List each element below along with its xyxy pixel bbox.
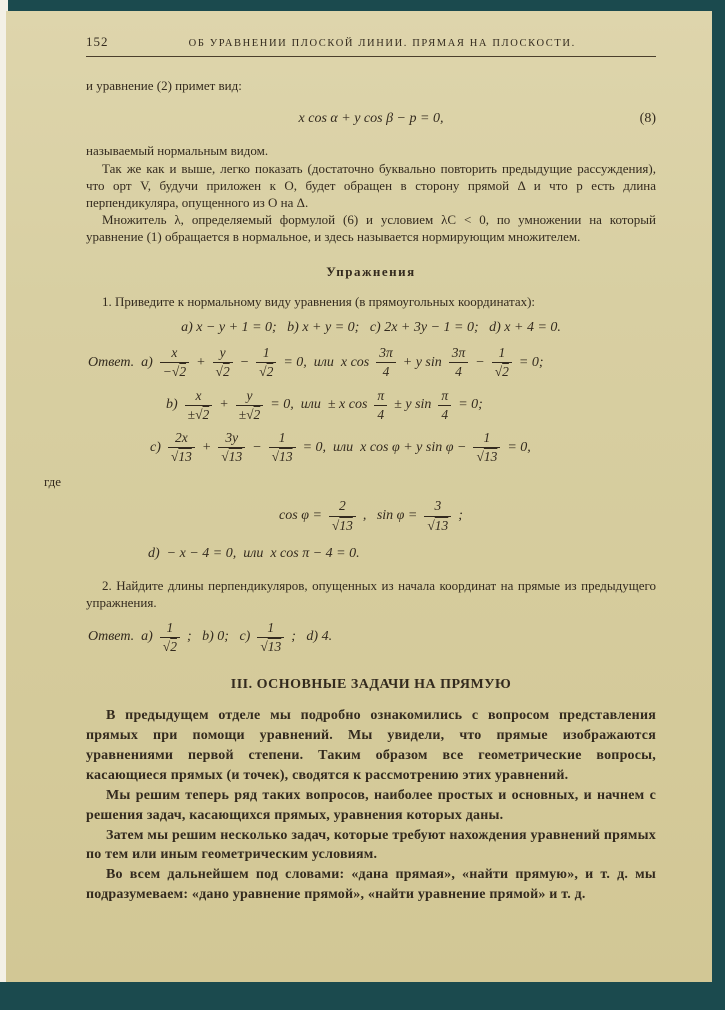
formula-text: = 0, или x cos <box>283 355 370 371</box>
fraction: $\frac{\pi}{4}$ <box>374 389 387 422</box>
formula-text: b) <box>166 397 178 413</box>
fraction: $\frac{y}{\pm√2}$ <box>236 389 264 422</box>
formula-text: Ответ. a) <box>88 629 153 645</box>
page-number: 152 <box>86 34 109 49</box>
equation-8 <box>86 110 656 128</box>
formula-text: cos φ = <box>279 508 322 524</box>
where-label: где <box>44 474 62 490</box>
section-heading: III. ОСНОВНЫЕ ЗАДАЧИ НА ПРЯМУЮ <box>230 676 512 692</box>
formula-text: = 0, <box>507 439 531 455</box>
fraction: $\frac{x}{\pm√2}$ <box>185 389 213 422</box>
fraction: $\frac{2x}{√13}$ <box>168 431 195 464</box>
paragraph-normal-form: называемый нормальным видом. <box>86 143 269 159</box>
fraction: $\frac{3\pi}{4}$ <box>449 346 469 379</box>
formula-text: ± y sin <box>394 397 432 413</box>
page-header <box>86 33 656 51</box>
exercise-1-equations <box>86 319 656 337</box>
fraction: $\frac{1}{√13}$ <box>473 431 500 464</box>
formula-text: ; b) 0; c) <box>186 629 251 645</box>
formula-text: d) − x − 4 = 0, или x cos π − 4 = 0. <box>148 545 360 561</box>
formula-text: x cos α + y cos β − p = 0, <box>298 111 444 127</box>
answer-1b <box>164 389 656 422</box>
intro-lead: и уравнение (2) примет вид: <box>86 77 242 93</box>
fraction: $\frac{x}{-√2}$ <box>160 346 189 379</box>
fraction: $\frac{3\pi}{4}$ <box>376 346 396 379</box>
exercises-heading: Упражнения <box>326 264 416 280</box>
fraction: $\frac{\pi}{4}$ <box>438 389 451 422</box>
border-bottom <box>0 982 725 1010</box>
formula-text: = 0, или x cos φ + y sin φ − <box>302 439 467 455</box>
answer-1c <box>148 431 656 464</box>
formula-text: + <box>196 355 206 371</box>
exercise-2-text: 2. Найдите длины перпендикуляров, опущенных из начала координат на прямые из предыдущего упражнения. <box>86 578 656 611</box>
fraction: $\frac{1}{√2}$ <box>160 621 180 654</box>
answer-2 <box>86 621 656 654</box>
section-paragraph-4: Во всем дальнейшем под словами: «дана прямая», «найти прямую», и т. д. мы подразумеваем: «дано уравнение прямой», «найти уравнение прямой» и т. д. <box>86 867 656 903</box>
formula-text: a) x − y + 1 = 0; b) x + y = 0; c) 2x + 3y − 1 = 0; d) x + 4 = 0. <box>181 319 561 335</box>
fraction: $\frac{2}{√13}$ <box>329 499 356 532</box>
running-title: ОБ УРАВНЕНИИ ПЛОСКОЙ ЛИНИИ. ПРЯМАЯ НА ПЛОСКОСТИ. <box>188 38 576 49</box>
formula-text: c) <box>150 439 161 455</box>
fraction: $\frac{1}{√2}$ <box>492 346 512 379</box>
formula-text: ; <box>458 508 463 524</box>
formula-text: + <box>219 397 229 413</box>
section-paragraph-2: Мы решим теперь ряд таких вопросов, наиболее простых и основных, и начнем с решения задач, касающихся прямых, уравнения которых даны. <box>86 787 656 823</box>
formula-text: = 0, или ± x cos <box>270 397 368 413</box>
exercise-1-text: 1. Приведите к нормальному виду уравнения (в прямоугольных координатах): <box>102 293 536 309</box>
fraction: $\frac{3y}{√13}$ <box>218 431 245 464</box>
answer-1c-angles <box>86 499 656 532</box>
fraction: $\frac{1}{√13}$ <box>257 621 284 654</box>
formula-text: Ответ. a) <box>88 355 153 371</box>
equation-8-body <box>299 111 444 126</box>
paragraph-ort: Так же как и выше, легко показать (достаточно буквально повторить предыдущие рассуждения), что орт V, будучи приложен к O, будет обращен в сторону прямой Δ и что p есть длина перпендикуляра, опущенного из O на Δ. <box>86 160 656 210</box>
answer-1a <box>86 346 656 379</box>
section-paragraph-3: Затем мы решим несколько задач, которые требуют нахождения уравнений прямых по тем или иным геометрическим условиям. <box>86 827 656 863</box>
header-rule <box>86 56 656 57</box>
formula-text: + <box>201 439 212 455</box>
border-right <box>712 0 725 1010</box>
page-paper <box>6 11 712 982</box>
fraction: $\frac{3}{√13}$ <box>424 499 451 532</box>
paragraph-multiplier: Множитель λ, определяемый формулой (6) и условием λC < 0, по умножении на который уравнение (1) обращается в нормальное, и здесь называется нормирующим множителем. <box>86 212 656 245</box>
section-paragraph-1: В предыдущем отделе мы подробно ознакомились с вопросом представления прямых при помощи уравнений. Мы увидели, что прямые изображаются уравнениями первой степени. Таким образом все геометрические вопросы, касающиеся прямых (и точек), сводятся к рассмотрению этих уравнений. <box>86 708 656 783</box>
formula-text: ; d) 4. <box>291 629 333 645</box>
formula-text: − <box>475 355 485 371</box>
equation-8-number: (8) <box>639 111 656 127</box>
formula-text: = 0; <box>458 397 483 413</box>
fraction: $\frac{y}{√2}$ <box>213 346 233 379</box>
fraction: $\frac{1}{√13}$ <box>269 431 296 464</box>
fraction: $\frac{1}{√2}$ <box>256 346 276 379</box>
formula-text: = 0; <box>518 355 544 371</box>
formula-text: − <box>239 355 250 371</box>
answer-1d <box>146 545 656 563</box>
formula-text: − <box>252 439 262 455</box>
formula-text: , sin φ = <box>362 508 418 524</box>
formula-text: + y sin <box>402 355 442 371</box>
border-top <box>8 0 725 11</box>
